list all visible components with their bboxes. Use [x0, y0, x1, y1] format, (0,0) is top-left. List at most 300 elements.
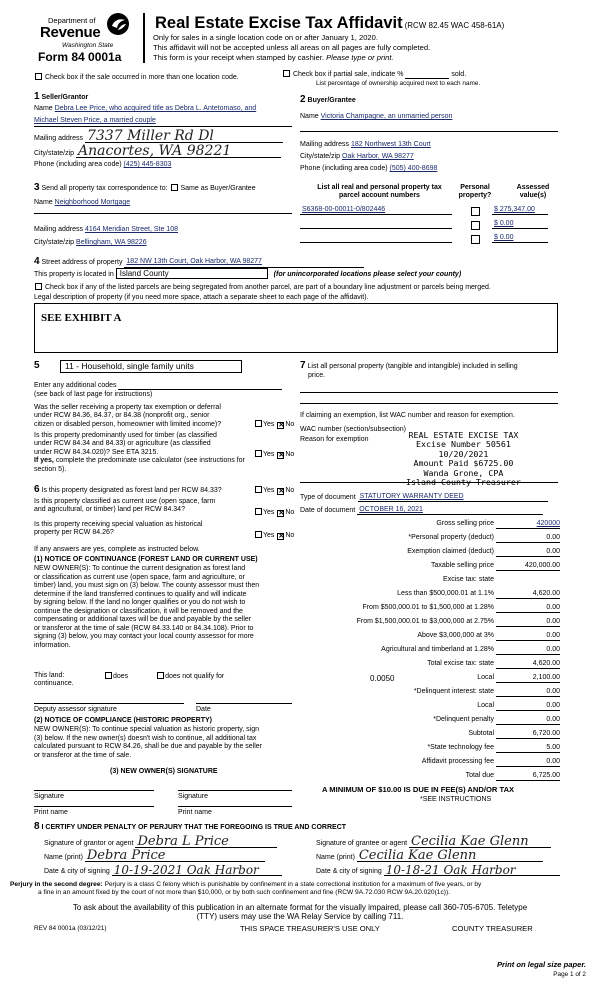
treasurer-stamp — [406, 431, 521, 487]
calc-label: From $1,500,000.01 to $3,000,000 at 2.75% — [356, 618, 494, 625]
grantee-name-label: Name (print) — [316, 853, 355, 861]
notice2-line: (3) below. If the new owner(s) doesn't wish to continue, all additional tax — [34, 734, 257, 742]
grantee-date-row — [316, 865, 560, 876]
calc-value[interactable]: 2,100.00 — [496, 674, 560, 683]
grantee-name-field[interactable]: Cecilia Kae Glenn — [357, 851, 543, 862]
buyer-mail-label: Mailing address — [300, 141, 350, 148]
calc-row — [300, 646, 562, 658]
exempt-label: If claiming an exemption, list WAC number and reason for exemption. — [300, 412, 515, 419]
multi-location-label: Check box if the sale occurred in more than one location code. — [44, 74, 239, 81]
sec6-q2-line2: and agricultural, or timber) land per RCW 84.34? — [34, 506, 185, 514]
note-line-3 — [153, 54, 394, 63]
stamp-line: Amount Paid $6725.00 — [413, 458, 514, 469]
certify-row — [34, 821, 346, 833]
q1-yes-no — [254, 420, 294, 429]
calc-label: Total excise tax: state — [427, 660, 494, 667]
personal-property-checkbox[interactable] — [471, 207, 480, 216]
parcels-col2b: property? — [458, 192, 492, 200]
does-label: does — [113, 673, 129, 680]
parcel-number-field[interactable]: S6368-00-00011-0/802446 — [300, 206, 452, 215]
calc-value[interactable]: 420000 — [496, 520, 560, 529]
sec6-q3-yes-no — [254, 531, 294, 540]
grantee-signature-field[interactable]: Cecilia Kae Glenn — [409, 837, 551, 848]
partial-sale-checkbox[interactable] — [283, 70, 290, 77]
revenue-logo-icon — [106, 12, 130, 36]
doc-type-label: Type of document — [300, 494, 356, 501]
seller-heading-text: Seller/Grantor — [41, 94, 89, 101]
parcels-col1a: List all real and personal property tax — [317, 184, 442, 191]
note-line-1: Only for sales in a single location code on or after January 1, 2020. — [153, 33, 378, 42]
calc-label: *Delinquent penalty — [433, 716, 494, 723]
q1-yes-checkbox[interactable] — [255, 420, 262, 427]
grantor-date-row — [44, 865, 282, 876]
tax-corr-city-field[interactable]: Bellingham, WA 98226 — [76, 239, 147, 246]
seller-name-row — [34, 105, 256, 113]
certify-text: I CERTIFY UNDER PENALTY OF PERJURY THAT THE FOREGOING IS TRUE AND CORRECT — [41, 824, 347, 831]
calc-row — [300, 618, 562, 630]
parcels-col2-header — [455, 184, 495, 200]
note-line-2: This affidavit will not be accepted unless all areas on all pages are fully completed. — [153, 43, 431, 52]
buyer-name-row — [300, 113, 452, 121]
codes-label: Enter any additional codes — [34, 381, 117, 389]
legal-label: Legal description of property (if you need more space, attach a separate sheet to each page of the affidavit). — [34, 294, 369, 301]
street-address-field[interactable]: 182 NW 13th Court, Oak Harbor, WA 98277 — [124, 258, 364, 267]
tax-corr-text: Send all property tax correspondence to: — [41, 185, 168, 192]
seller-mail-label: Mailing address — [34, 134, 84, 142]
grantee-date-label: Date & city of signing — [316, 867, 382, 875]
sec6-q2 — [34, 498, 215, 515]
calc-label: *Delinquent interest: state — [413, 688, 494, 695]
street-label: Street address of property — [41, 259, 123, 266]
seller-phone-label: Phone (including area code) — [34, 161, 122, 168]
personal-property-checkbox[interactable] — [471, 221, 480, 230]
notice2-line: NEW OWNER(S): To continue special valuation as historic property, sign — [34, 726, 259, 733]
grantee-date-field[interactable]: 10-18-21 Oak Harbor — [384, 865, 560, 876]
buyer-heading-text: Buyer/Grantee — [307, 97, 356, 104]
deputy-date-line[interactable] — [196, 703, 292, 704]
sec6-q1-yes-no — [254, 486, 294, 495]
revenue-wordmark: Revenue — [40, 24, 101, 41]
doc-type-row — [300, 493, 548, 502]
calc-row — [300, 590, 562, 602]
calc-row — [300, 520, 562, 532]
no-label: No — [285, 421, 295, 428]
buyer-heading — [300, 94, 356, 106]
stamp-line: Island County Treasurer — [406, 476, 521, 487]
q2-line3: under RCW 84.34.020)? See ETA 3215. — [34, 448, 159, 456]
availability-note — [0, 903, 600, 921]
parcels-col1-header — [312, 184, 447, 200]
owner-print-line[interactable] — [178, 806, 292, 807]
forest-no-checkbox[interactable] — [277, 488, 284, 495]
calc-value[interactable]: 0.00 — [496, 758, 560, 767]
sec6-q3-line2: property per RCW 84.26? — [34, 529, 114, 537]
legal-description-text: SEE EXHIBIT A — [41, 312, 122, 324]
see-instructions: *SEE INSTRUCTIONS — [420, 796, 492, 803]
calc-value[interactable]: 4,620.00 — [496, 660, 560, 669]
calc-value[interactable]: 0.00 — [496, 632, 560, 641]
notice1-body — [34, 565, 259, 650]
notice2-line: or transferor at the time of sale. — [34, 751, 132, 759]
notice2-line: calculated pursuant to RCW 84.26, shall be due and payable by the seller — [34, 743, 263, 751]
partial-sale-label: Check box if partial sale, indicate % — [292, 71, 404, 78]
yes-label: Yes — [263, 532, 275, 539]
buyer-phone-field[interactable]: (505) 400-8698 — [389, 165, 438, 172]
grantor-date-field[interactable]: 10-19-2021 Oak Harbor — [112, 865, 282, 876]
seller-heading — [34, 91, 88, 103]
header-divider — [143, 13, 145, 63]
deputy-label: Deputy assessor signature — [34, 706, 117, 713]
owner-sig-line[interactable] — [178, 790, 292, 791]
tax-corr-mail-field[interactable]: 4164 Meridian Street, Ste 108 — [84, 226, 178, 233]
yes-label: Yes — [263, 487, 275, 494]
notice1-line: determine if the land transferred continues to qualify and will indicate — [34, 590, 247, 598]
calc-value[interactable]: 0.00 — [496, 604, 560, 613]
notice1-line: timber) land, you must sign on (3) below. The county assessor must then — [34, 582, 260, 590]
buyer-phone-row — [300, 165, 437, 173]
seller-name-line — [34, 126, 292, 127]
parcel-number-field[interactable] — [300, 234, 452, 243]
treasurer-only: THIS SPACE TREASURER'S USE ONLY — [240, 924, 380, 933]
notice1-line: or transferor at the time of sale (RCW 84.33.140 or 84.34.108). Prior to — [34, 624, 254, 632]
calc-row — [300, 772, 562, 784]
doc-type-field[interactable]: STATUTORY WARRANTY DEED — [358, 493, 548, 502]
buyer-city-field[interactable]: Oak Harbor, WA 98277 — [342, 153, 414, 160]
q1-line1: Was the seller receiving a property tax exemption or deferral — [34, 404, 221, 411]
street-num: 4 — [34, 256, 40, 267]
doc-date-label: Date of document — [300, 507, 356, 514]
buyer-mail-field[interactable]: 182 Northwest 13th Court — [350, 141, 431, 148]
calc-value[interactable]: 0.00 — [496, 534, 560, 543]
calc-label: Excise tax: state — [443, 576, 494, 583]
calc-row — [300, 702, 562, 714]
q-timber — [34, 432, 245, 474]
notice1-line: signing (3) below, you may contact your local county assessor for more — [34, 633, 254, 641]
seller-name2-field[interactable]: Michael Steven Price, a married couple — [34, 117, 156, 124]
partial-percent-field[interactable] — [405, 70, 449, 79]
buyer-mail-row — [300, 141, 431, 149]
title-text: Real Estate Excise Tax Affidavit — [155, 14, 403, 32]
calc-label: Subtotal — [468, 730, 494, 737]
yes-label: Yes — [263, 509, 275, 516]
forest-yes-checkbox[interactable] — [255, 486, 262, 493]
q2-yes-checkbox[interactable] — [255, 450, 262, 457]
tax-corr-city-row — [34, 239, 147, 247]
q2-line5: section 5). — [34, 465, 67, 473]
dept-label: Department of — [48, 16, 96, 25]
street-row — [34, 256, 364, 268]
q2-no-checkbox[interactable] — [277, 452, 284, 459]
seller-name-label: Name — [34, 105, 53, 112]
codes-row — [34, 381, 282, 390]
yes-label: Yes — [263, 451, 275, 458]
sec6-q1 — [34, 484, 222, 496]
sec7-text: List all personal property (tangible and intangible) included in selling — [307, 363, 518, 370]
wac-label: WAC number (section/subsection) — [300, 426, 406, 433]
personal-property-checkbox[interactable] — [471, 235, 480, 244]
this-land-row — [34, 672, 74, 689]
calc-label: Taxable selling price — [430, 562, 494, 569]
local-rate: 0.0050 — [370, 674, 395, 683]
notice1-line: by signing below. If the land no longer qualifies or you do not wish to — [34, 599, 246, 607]
seller-phone-field[interactable]: (425) 445-8303 — [123, 161, 172, 168]
stamp-line: Wanda Grone, CPA — [423, 467, 504, 478]
notice2-body — [34, 726, 262, 760]
print-name-label: Print name — [178, 809, 212, 816]
notice2-title: (2) NOTICE OF COMPLIANCE (HISTORIC PROPERTY) — [34, 717, 212, 724]
does-checkbox[interactable] — [105, 672, 112, 679]
grantee-sig-row — [316, 834, 551, 849]
segregated-checkbox[interactable] — [35, 283, 42, 290]
q1-line2: under RCW 84.36, 84.37, or 84.38 (nonprofit org., senior — [34, 412, 210, 420]
tax-calculation — [300, 520, 562, 810]
notice1-line: information. — [34, 641, 71, 649]
tax-corr-name-field[interactable]: Neighborhood Mortgage — [54, 199, 131, 206]
personal-property-line[interactable] — [300, 392, 558, 393]
buyer-name-field[interactable]: Victoria Champagne, an unmarried person — [320, 113, 453, 120]
continuance-label: continuance. — [34, 680, 74, 688]
stamp-line: REAL ESTATE EXCISE TAX — [408, 430, 519, 440]
parcels-col3a: Assessed — [516, 184, 550, 191]
calc-row — [300, 730, 562, 742]
notice1-line: or classification as current use (open space, farm and agriculture, or — [34, 573, 245, 581]
no-label: No — [285, 532, 295, 539]
statute-text: (RCW 82.45 WAC 458-61A) — [404, 21, 505, 30]
stamp-line: 10/20/2021 — [438, 448, 489, 459]
notice1-title: (1) NOTICE OF CONTINUANCE (FOREST LAND OR CURRENT USE) — [34, 556, 258, 563]
grantee-sig-label: Signature of grantee or agent — [316, 839, 408, 847]
owner-print-line[interactable] — [34, 806, 154, 807]
avail-line1: To ask about the availability of this publication in an alternate format for the visually impaired, please call 360-705-6705. Teletype — [72, 903, 528, 912]
calc-value[interactable]: 0.00 — [496, 646, 560, 655]
calc-label: *Personal property (deduct) — [408, 534, 494, 541]
q-exemption — [34, 404, 221, 429]
calc-value[interactable]: 6,720.00 — [496, 730, 560, 739]
same-as-buyer-label: Same as Buyer/Grantee — [180, 185, 256, 192]
calc-value[interactable]: 0.00 — [496, 716, 560, 725]
sec8-num: 8 — [34, 821, 40, 832]
grantor-sig-row — [44, 834, 277, 849]
perjury-note — [10, 881, 590, 897]
doc-date-row — [300, 506, 543, 515]
sec6-q2-yes-no — [254, 508, 294, 517]
unincorp-note: (for unincorporated locations please select your county) — [273, 271, 462, 278]
legal-description-box[interactable] — [34, 303, 558, 353]
seller-phone-row — [34, 161, 171, 169]
sold-label: sold. — [451, 71, 467, 78]
no-label: No — [285, 451, 295, 458]
historic-no-checkbox[interactable] — [277, 533, 284, 540]
note3b-text: Please type or print. — [326, 53, 394, 62]
county-select[interactable]: Island County — [116, 268, 268, 279]
segregated-row — [34, 283, 491, 292]
calc-row — [300, 688, 562, 700]
county-row — [34, 268, 461, 279]
form-title — [155, 14, 504, 33]
seller-num: 1 — [34, 91, 40, 102]
calc-row-local — [300, 674, 562, 686]
calc-label: Less than $500,000.01 at 1.1% — [397, 590, 494, 597]
calc-value[interactable]: 4,620.00 — [496, 590, 560, 599]
yes-label: Yes — [263, 421, 275, 428]
calc-label: From $500,000.01 to $1,500,000 at 1.28% — [362, 604, 494, 611]
buyer-city-row — [300, 153, 414, 161]
doc-date-field[interactable]: OCTOBER 16, 2021 — [357, 506, 543, 515]
tax-corr-num: 3 — [34, 182, 40, 193]
personal-property-line[interactable] — [300, 403, 558, 404]
calc-row — [300, 632, 562, 644]
seller-mail-row — [34, 128, 283, 144]
calc-value[interactable]: 6,725.00 — [496, 772, 560, 781]
owner-sig-line[interactable] — [34, 790, 154, 791]
notice1-line: NEW OWNER(S): To continue the current designation as forest land — [34, 565, 246, 572]
segregated-label: Check box if any of the listed parcels are being segregated from another parcel, are part of a boundary line adjustment or parcels being merged. — [44, 284, 491, 291]
grantor-sig-label: Signature of grantor or agent — [44, 839, 134, 847]
sec5-num: 5 — [34, 360, 40, 371]
assessed-value-field[interactable]: $ 0.00 — [492, 220, 548, 229]
deputy-sig-line[interactable] — [34, 703, 184, 704]
calc-row — [300, 576, 562, 588]
sec6-q3-line1: Is this property receiving special valuation as historical — [34, 521, 203, 528]
calc-value[interactable]: 0.00 — [496, 548, 560, 557]
rev-label: REV 84 0001a (03/12/21) — [34, 925, 107, 932]
grantor-date-label: Date & city of signing — [44, 867, 110, 875]
seller-city-field[interactable]: Anacortes, WA 98221 — [76, 146, 281, 158]
located-label: This property is located in — [34, 271, 114, 278]
calc-label: Above $3,000,000 at 3% — [417, 632, 494, 639]
grantor-name-field[interactable]: Debra Price — [85, 851, 265, 862]
parcel-number-field[interactable] — [300, 220, 452, 229]
calc-row — [300, 660, 562, 672]
does-not-checkbox[interactable] — [157, 672, 164, 679]
print-name-label: Print name — [34, 809, 68, 816]
buyer-city-label: City/state/zip — [300, 153, 341, 160]
assessed-value-field[interactable]: $ 275,347.00 — [492, 206, 548, 215]
sec6-q2-line1: Is this property classified as current use (open space, farm — [34, 498, 216, 505]
reason-line[interactable] — [300, 482, 558, 483]
historic-yes-checkbox[interactable] — [255, 531, 262, 538]
grantor-name-row — [44, 848, 265, 863]
perjury-text: Perjury is a class C felony which is punishable by confinement in a state correctional institution for a maximum of five years, or by — [104, 881, 482, 888]
parcels-col1b: parcel account numbers — [339, 192, 420, 200]
minimum-note: A MINIMUM OF $10.00 IS DUE IN FEE(S) AND/OR TAX — [322, 785, 515, 794]
deputy-date-label: Date — [196, 706, 211, 713]
calc-label: Total due — [465, 772, 494, 779]
tax-corr-mail-label: Mailing address — [34, 226, 84, 233]
qualify-options — [104, 672, 224, 681]
seller-city-row — [34, 143, 281, 159]
calc-value[interactable]: 0.00 — [496, 702, 560, 711]
page-number: Page 1 of 2 — [553, 971, 586, 978]
q1-no-checkbox[interactable] — [277, 422, 284, 429]
buyer-phone-label: Phone (including area code) — [300, 165, 388, 172]
reason-label: Reason for exemption — [300, 436, 369, 443]
note3-text: This form is your receipt when stamped by cashier. — [153, 53, 324, 62]
sec7-num: 7 — [300, 360, 306, 371]
parcels-col2a: Personal — [460, 184, 490, 191]
form-number: Form 84 0001a — [38, 50, 122, 64]
calc-value[interactable]: 0.00 — [496, 688, 560, 697]
calc-label: *State technology fee — [427, 744, 494, 751]
additional-codes-field[interactable] — [118, 381, 282, 390]
this-land-label: This land: — [34, 672, 65, 679]
notice3-title: (3) NEW OWNER(S) SIGNATURE — [110, 768, 218, 775]
seller-name2-row — [34, 117, 156, 125]
notice1-line: compensating or additional taxes will be due and payable by the seller — [34, 616, 252, 624]
assessed-value-field[interactable]: $ 0.00 — [492, 234, 548, 243]
calc-row — [300, 758, 562, 770]
buyer-num: 2 — [300, 94, 306, 105]
tax-corr-blank-line — [34, 213, 292, 214]
land-use-select[interactable]: 11 - Household, single family units — [60, 360, 242, 373]
calc-row — [300, 562, 562, 574]
q2-line4: complete the predominate use calculator (see instructions for — [55, 457, 245, 465]
buyer-name-line — [300, 131, 558, 132]
calc-label: Agricultural and timberland at 1.28% — [381, 646, 494, 653]
signature-label: Signature — [34, 793, 64, 800]
q2-yes-no — [254, 450, 294, 459]
calc-label: Exemption claimed (deduct) — [407, 548, 494, 555]
parcels-col3-header — [508, 184, 558, 200]
calc-label: Local — [477, 674, 494, 681]
buyer-name-label: Name — [300, 113, 319, 120]
county-treasurer: COUNTY TREASURER — [452, 924, 533, 933]
tax-corr-heading — [34, 182, 256, 194]
calc-value[interactable]: 0.00 — [496, 618, 560, 627]
grantor-signature-field[interactable]: Debra L Price — [135, 837, 277, 848]
calc-value[interactable]: 5.00 — [496, 744, 560, 753]
q2-line2: under RCW 84.34 and 84.33) or agriculture (as classified — [34, 440, 211, 448]
perjury-bold: Perjury in the second degree: — [10, 881, 103, 888]
tax-corr-name-label: Name — [34, 199, 53, 206]
codes-note: (see back of last page for instructions) — [34, 391, 153, 398]
seller-mail-field[interactable]: 7337 Miller Rd Dl — [85, 131, 283, 143]
multi-location-checkbox[interactable] — [35, 73, 42, 80]
signature-label: Signature — [178, 793, 208, 800]
avail-line2: (TTY) users may use the WA Relay Service by calling 711. — [196, 912, 404, 922]
same-as-buyer-checkbox[interactable] — [171, 184, 178, 191]
tax-corr-name-row — [34, 199, 130, 207]
q2-line1: Is this property predominantly used for timber (as classified — [34, 432, 217, 439]
calc-row — [300, 534, 562, 546]
grantor-name-label: Name (print) — [44, 853, 83, 861]
stamp-line: Excise Number 50561 — [415, 439, 511, 450]
ifany-note: If any answers are yes, complete as instructed below. — [34, 546, 200, 553]
calc-label: Local — [477, 702, 494, 709]
tax-corr-city-label: City/state/zip — [34, 239, 75, 246]
current-use-yes-checkbox[interactable] — [255, 508, 262, 515]
q2-ifyes: If yes, — [34, 457, 54, 465]
seller-name-field[interactable]: Debra Lee Price, who acquired title as Debra L. Antetomaso, and — [54, 105, 257, 112]
calc-label: Affidavit processing fee — [421, 758, 494, 765]
seller-city-label: City/state/zip — [34, 149, 75, 157]
calc-value[interactable]: 420,000.00 — [496, 562, 560, 571]
calc-row — [300, 604, 562, 616]
current-use-no-checkbox[interactable] — [277, 510, 284, 517]
calc-label: Gross selling price — [436, 520, 494, 527]
legal-size-note: Print on legal size paper. — [496, 960, 586, 969]
sec6-q1-text: Is this property designated as forest land per RCW 84.33? — [41, 487, 222, 494]
no-label: No — [285, 487, 295, 494]
does-not-label: does not qualify for — [165, 673, 225, 680]
parcels-col3b: value(s) — [519, 192, 547, 200]
sec7-label — [300, 360, 518, 380]
multi-location-row — [34, 73, 239, 82]
perjury-text2: a fine in an amount fixed by the court of not more than $10,000, or by both such confinement and fine (RCW 9A.72.030 RCW 9A.20.020(1c)). — [38, 888, 450, 896]
sec7-text2: price. — [308, 372, 326, 379]
sec6-q3 — [34, 521, 202, 538]
calc-row — [300, 716, 562, 728]
